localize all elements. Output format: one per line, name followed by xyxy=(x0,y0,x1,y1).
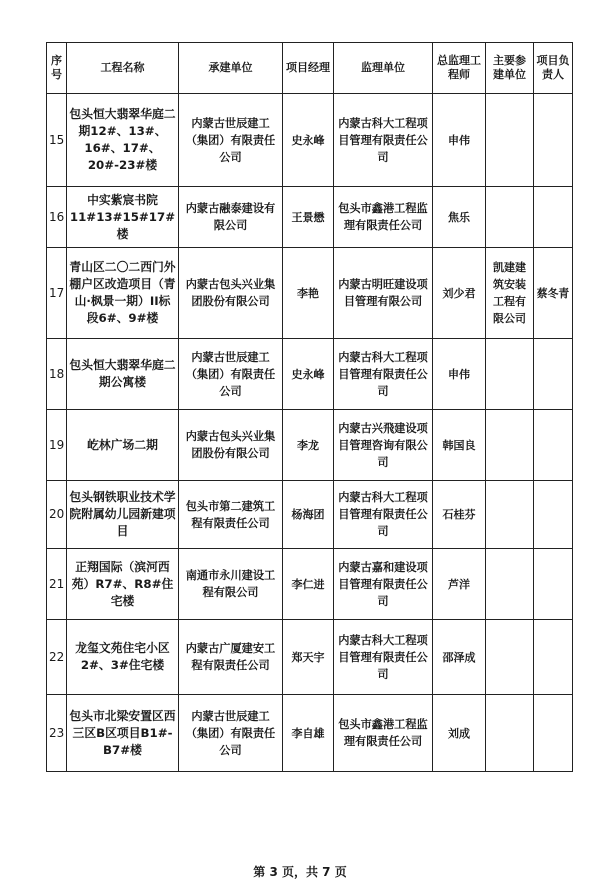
header-contractor: 承建单位 xyxy=(179,43,283,94)
page-footer: 第 3 页，共 7 页 xyxy=(253,865,347,879)
cell-project-lead xyxy=(534,620,573,695)
cell-no: 18 xyxy=(47,339,67,410)
cell-supervisor: 包头市鑫港工程监理有限责任公司 xyxy=(334,187,433,248)
table-row xyxy=(47,187,573,248)
cell-project-lead: 蔡冬青 xyxy=(534,248,573,339)
cell-chief-supervisor: 申伟 xyxy=(433,339,486,410)
table-row xyxy=(47,94,573,187)
cell-project-lead xyxy=(534,410,573,481)
cell-chief-supervisor: 石桂芬 xyxy=(433,481,486,549)
cell-no: 20 xyxy=(47,481,67,549)
cell-no: 23 xyxy=(47,695,67,772)
cell-project-name: 中实紫宸书院11#13#15#17#楼 xyxy=(67,187,179,248)
cell-partner-unit xyxy=(486,549,534,620)
cell-no: 17 xyxy=(47,248,67,339)
cell-contractor: 内蒙古世辰建工（集团）有限责任公司 xyxy=(179,94,283,187)
table-row xyxy=(47,549,573,620)
cell-supervisor: 内蒙古科大工程项目管理有限责任公司 xyxy=(334,620,433,695)
header-project-name: 工程名称 xyxy=(67,43,179,94)
header-row xyxy=(47,43,573,94)
table-row xyxy=(47,339,573,410)
cell-project-manager: 杨海团 xyxy=(283,481,334,549)
cell-chief-supervisor: 焦乐 xyxy=(433,187,486,248)
cell-project-name: 青山区二〇二西门外棚户区改造项目（青山·枫景一期）II标段6#、9#楼 xyxy=(67,248,179,339)
cell-chief-supervisor: 刘少君 xyxy=(433,248,486,339)
header-supervisor: 监理单位 xyxy=(334,43,433,94)
cell-supervisor: 包头市鑫港工程监理有限责任公司 xyxy=(334,695,433,772)
cell-no: 21 xyxy=(47,549,67,620)
cell-project-lead xyxy=(534,187,573,248)
cell-project-manager: 郑天宇 xyxy=(283,620,334,695)
cell-project-manager: 李艳 xyxy=(283,248,334,339)
header-partner-unit: 主要参建单位 xyxy=(486,43,534,94)
project-table xyxy=(46,42,573,772)
table-row xyxy=(47,481,573,549)
cell-project-name: 包头恒大翡翠华庭二期公寓楼 xyxy=(67,339,179,410)
cell-chief-supervisor: 邵泽成 xyxy=(433,620,486,695)
cell-project-manager: 王景懋 xyxy=(283,187,334,248)
cell-partner-unit xyxy=(486,339,534,410)
cell-project-manager: 史永峰 xyxy=(283,339,334,410)
cell-project-manager: 李仁进 xyxy=(283,549,334,620)
cell-project-lead xyxy=(534,549,573,620)
cell-partner-unit: 凯建建筑安装工程有限公司 xyxy=(486,248,534,339)
header-no: 序号 xyxy=(47,43,67,94)
cell-contractor: 内蒙古包头兴业集团股份有限公司 xyxy=(179,410,283,481)
cell-contractor: 内蒙古世辰建工（集团）有限责任公司 xyxy=(179,695,283,772)
cell-chief-supervisor: 申伟 xyxy=(433,94,486,187)
cell-contractor: 包头市第二建筑工程有限责任公司 xyxy=(179,481,283,549)
cell-contractor: 内蒙古包头兴业集团股份有限公司 xyxy=(179,248,283,339)
cell-supervisor: 内蒙古科大工程项目管理有限责任公司 xyxy=(334,94,433,187)
table-row xyxy=(47,695,573,772)
header-chief-supervisor: 总监理工程师 xyxy=(433,43,486,94)
cell-chief-supervisor: 芦洋 xyxy=(433,549,486,620)
cell-chief-supervisor: 刘成 xyxy=(433,695,486,772)
cell-project-name: 包头钢铁职业技术学院附属幼儿园新建项目 xyxy=(67,481,179,549)
cell-partner-unit xyxy=(486,410,534,481)
header-project-manager: 项目经理 xyxy=(283,43,334,94)
cell-project-name: 包头恒大翡翠华庭二期12#、13#、16#、17#、20#-23#楼 xyxy=(67,94,179,187)
cell-no: 16 xyxy=(47,187,67,248)
cell-chief-supervisor: 韩国良 xyxy=(433,410,486,481)
cell-partner-unit xyxy=(486,94,534,187)
cell-supervisor: 内蒙古嘉和建设项目管理有限责任公司 xyxy=(334,549,433,620)
cell-partner-unit xyxy=(486,187,534,248)
cell-project-lead xyxy=(534,481,573,549)
cell-supervisor: 内蒙古科大工程项目管理有限责任公司 xyxy=(334,339,433,410)
table-row xyxy=(47,410,573,481)
cell-supervisor: 内蒙古科大工程项目管理有限责任公司 xyxy=(334,481,433,549)
cell-contractor: 内蒙古融泰建设有限公司 xyxy=(179,187,283,248)
cell-no: 22 xyxy=(47,620,67,695)
cell-project-name: 屹林广场二期 xyxy=(67,410,179,481)
cell-partner-unit xyxy=(486,620,534,695)
cell-partner-unit xyxy=(486,481,534,549)
cell-project-name: 包头市北梁安置区西三区B区项目B1#-B7#楼 xyxy=(67,695,179,772)
cell-contractor: 南通市永川建设工程有限公司 xyxy=(179,549,283,620)
cell-contractor: 内蒙古广厦建安工程有限责任公司 xyxy=(179,620,283,695)
cell-contractor: 内蒙古世辰建工（集团）有限责任公司 xyxy=(179,339,283,410)
cell-project-lead xyxy=(534,695,573,772)
cell-project-lead xyxy=(534,94,573,187)
cell-project-manager: 史永峰 xyxy=(283,94,334,187)
header-project-lead: 项目负责人 xyxy=(534,43,573,94)
cell-no: 19 xyxy=(47,410,67,481)
cell-supervisor: 内蒙古明旺建设项目管理有限公司 xyxy=(334,248,433,339)
cell-project-name: 正翔国际（滨河西苑）R7#、R8#住宅楼 xyxy=(67,549,179,620)
table-row xyxy=(47,620,573,695)
cell-project-manager: 李龙 xyxy=(283,410,334,481)
cell-partner-unit xyxy=(486,695,534,772)
cell-project-name: 龙玺文苑住宅小区2#、3#住宅楼 xyxy=(67,620,179,695)
cell-project-manager: 李自雄 xyxy=(283,695,334,772)
cell-supervisor: 内蒙古兴飛建设项目管理咨询有限公司 xyxy=(334,410,433,481)
table-row xyxy=(47,248,573,339)
cell-no: 15 xyxy=(47,94,67,187)
cell-project-lead xyxy=(534,339,573,410)
